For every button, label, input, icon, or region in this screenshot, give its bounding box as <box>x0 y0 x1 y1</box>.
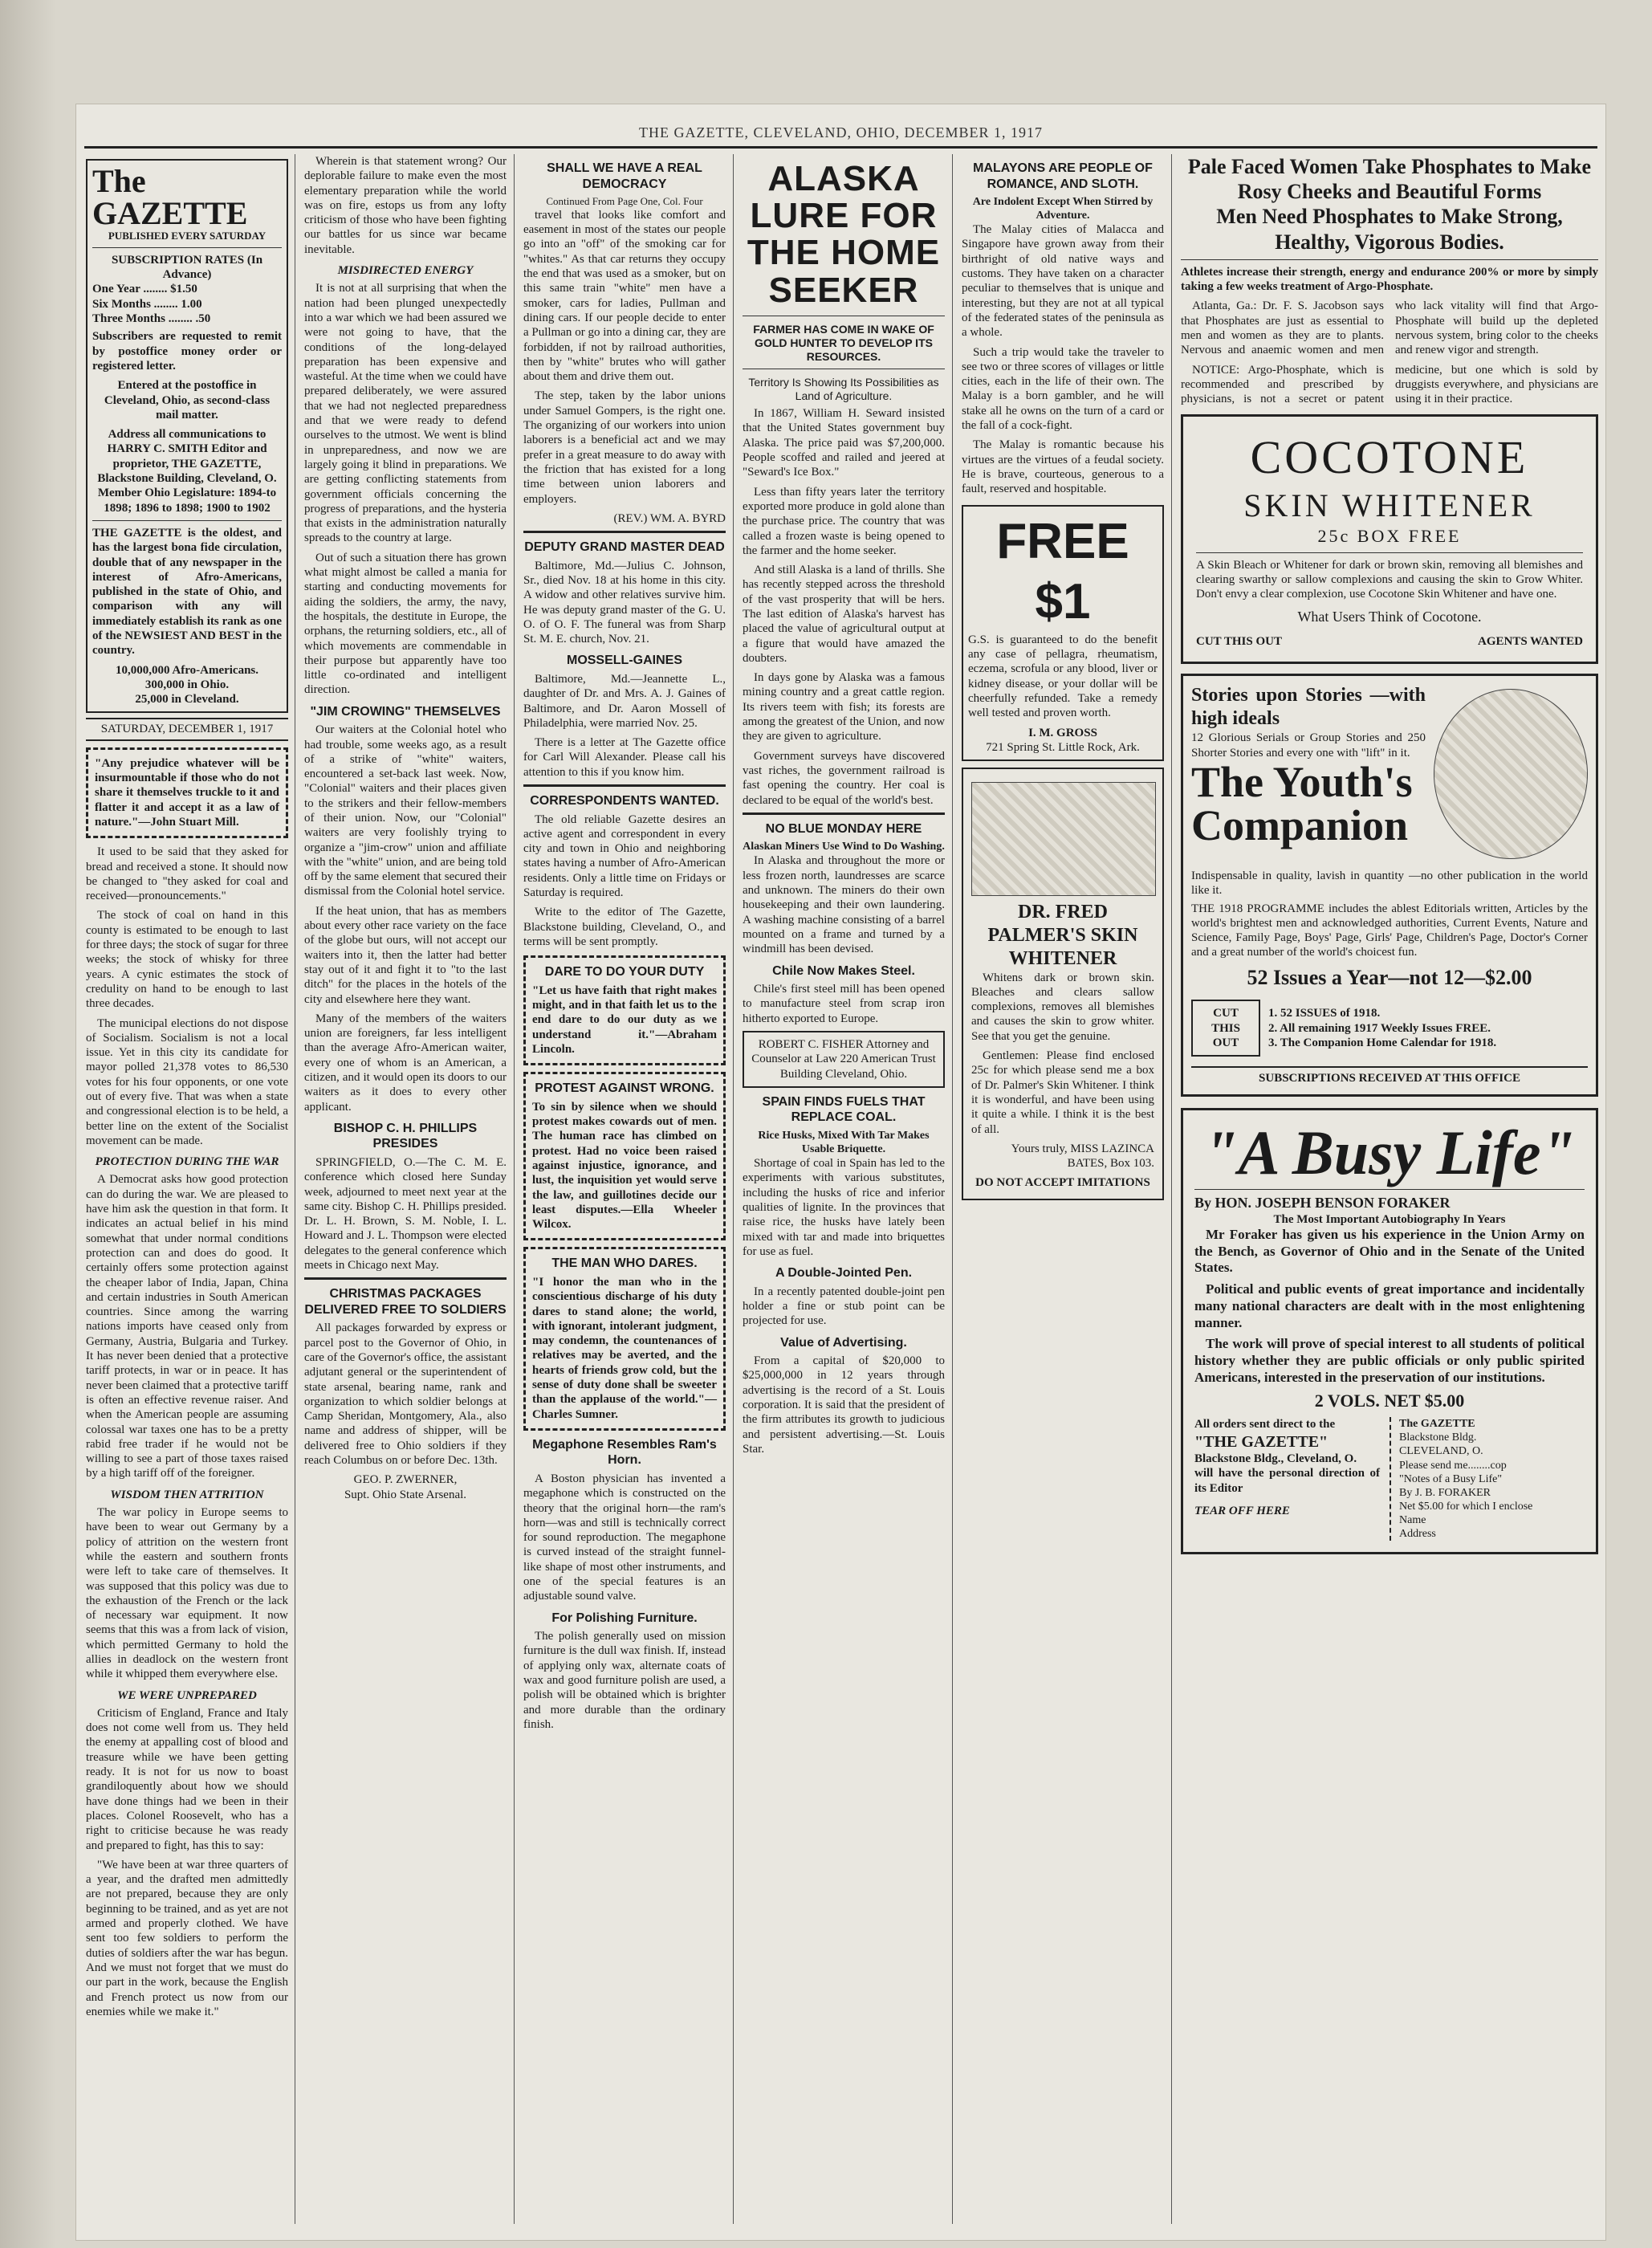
youth-programme: THE 1918 PROGRAMME includes the ablest Editorials written, Articles by the world's brightest men and acknowledged authorities, Current Events, Nature and Science, Family Page, Boys' Page, Girls' Page, Children's Page, Doctor's Corner and a great number of the world's choicest fun. <box>1191 902 1588 959</box>
youth-offer: 3. The Companion Home Calendar for 1918. <box>1268 1036 1497 1050</box>
phosphate-headline-2: Men Need Phosphates to Make Strong, Healthy, Vigorous Bodies. <box>1216 205 1563 254</box>
imitation-notice: DO NOT ACCEPT IMITATIONS <box>975 1176 1150 1190</box>
cocotone-text: A Skin Bleach or Whitener for dark or brown skin, removing all blemishes and clearing swarthy or sallow complexions and causing the skin to Grow Whiter. Don't envy a clear complexion, use Cocotone Skin Whitener and have one. <box>1196 558 1583 601</box>
headline-unprepared: WE WERE UNPREPARED <box>117 1688 257 1702</box>
headline-christmas: CHRISTMAS PACKAGES DELIVERED FREE TO SOLDIERS <box>304 1287 507 1317</box>
headline-protection: PROTECTION DURING THE WAR <box>95 1155 279 1169</box>
article-paragraph: Government surveys have discovered vast riches, the government railroad is fast opening the country. Her coal is declared to be equal of the world's best. <box>743 749 945 807</box>
cocotone-sub: SKIN WHITENER <box>1243 487 1536 524</box>
article-paragraph: In Alaska and throughout the more or less frozen north, laundresses are scarce and unknown. The miners do their own housekeeping and their own laundering. A washing machine consisting of a barrel mounted on a frame and turned by a windmill has been devised. <box>743 854 945 956</box>
ad-paragraph: Whitens dark or brown skin. Bleaches and clears sallow complexions, removes all blemishes and causes the skin to grow whiter. See that you get the genuine. <box>971 971 1154 1043</box>
headline-bishop: BISHOP C. H. PHILLIPS PRESIDES <box>333 1121 478 1151</box>
headline-attrition: WISDOM THEN ATTRITION <box>110 1488 264 1501</box>
article-paragraph: The polish generally used on mission furniture is the dull wax finish. If, instead of applying only wax, alternate coats of wax and good furniture polish are used, a polish will be obtained which is brighter and more durable than the ordinary finish. <box>523 1630 726 1731</box>
article-paragraph: The stock of coal on hand in this county is estimated to be enough to last for three days; the stock of sugar for three weeks; the stock of whisky for three years. A cynic estimates the stock of credulity on hand to be enough to last three decades. <box>86 909 288 1011</box>
coupon-line: Blackstone Bldg. <box>1399 1431 1477 1444</box>
dare-quote: "Let us have faith that right makes might, and in that faith let us to the end dare to do our duty as we understand it."—Abraham Lincoln. <box>532 984 717 1056</box>
column-3 <box>523 154 726 2226</box>
busy-life-ad <box>1181 1108 1598 1554</box>
column-rule <box>733 154 734 2224</box>
youth-sub: 12 Glorious Serials or Group Stories and 250 Shorter Stories and every one with "lift" in it. <box>1191 731 1426 760</box>
column-1 <box>86 154 288 2226</box>
lawyer-card: ROBERT C. FISHER Attorney and Counselor at Law 220 American Trust Building Cleveland, Ohio. <box>743 1031 945 1088</box>
column-2 <box>304 154 507 2226</box>
article-paragraph: SPRINGFIELD, O.—The C. M. E. conference which closed here Sunday week, adjourned to meet next year at the same city. Bishop C. H. Phillips presided. Dr. L. H. Brown, S. M. Noble, I. L. Howard and J. L. Thompson were elected delegates to the general conference which meets in Chicago next May. <box>304 1155 507 1273</box>
gazette-title: The GAZETTE <box>92 163 248 231</box>
article-paragraph: In 1867, William H. Seward insisted that the United States government buy Alaska. The price paid was $7,200,000. People scoffed and railed and jeered at "Seward's Ice Box." <box>743 407 945 479</box>
continued-line: Continued From Page One, Col. Four <box>546 195 703 208</box>
headline-blue-monday: NO BLUE MONDAY HERE <box>765 821 922 836</box>
headline-malay: MALAYONS ARE PEOPLE OF ROMANCE, AND SLOTH. <box>973 161 1153 191</box>
busy-personal: will have the personal direction of its Editor <box>1194 1467 1380 1495</box>
article-paragraph: It is not at all surprising that when the nation had been plunged unexpectedly into a war which we had been assured we were not going to have, that the conditions of the long-delayed preparation has been expensive and wasteful. At the time when we could have prepared deliberately, we were assured that we had not neglected preparedness and that we were ready to defend ourselves to the utmost. We went is blind in unpreparedness, and now we are largely going it blind in preparations. We are getting conflicting statements from government officials concerning the progress of preparations, and the hysteria that exists in the administration naturally spreads to the country at large. <box>304 282 507 545</box>
column-rule <box>514 154 515 2224</box>
free-dollar-ad <box>962 505 1164 762</box>
spain-sub: Rice Husks, Mixed With Tar Makes Usable Briquette. <box>758 1129 930 1155</box>
article-paragraph: And still Alaska is a land of thrills. She has recently stepped across the threshold of the vast prosperity that will be hers. The last edition of Alaska's harvest has placed the value of agricultural output at a figure that would have amazed the doubters. <box>743 564 945 665</box>
dares-box <box>523 1247 726 1430</box>
population-line: 10,000,000 Afro-Americans. <box>115 663 259 677</box>
phosphate-paragraph: NOTICE: Argo-Phosphate, which is recommended and prescribed by physicians, is not a secret or patent medicine, but one which is sold by druggists everywhere, and physicians are using it in their practice. <box>1181 363 1598 406</box>
headline-chile: Chile Now Makes Steel. <box>772 963 915 978</box>
article-paragraph: The Malay cities of Malacca and Singapore have grown away from their birthright of old native ways and customs. They have taken on a character peculiar to themselves that is unique and interesting, but they are not at all typical of the federated states of the peninsula as a whole. <box>962 223 1164 340</box>
address-block: Address all communications to HARRY C. SMITH Editor and proprietor, THE GAZETTE, Blackstone Building, Cleveland, O. Member Ohio Legislature: 1894-to 1898; 1896 to 1898; 1900 to 1902 <box>97 428 277 515</box>
youth-title-2: Companion <box>1191 801 1409 850</box>
busy-orders: All orders sent direct to the <box>1194 1418 1336 1431</box>
cocotone-ad <box>1181 414 1598 664</box>
article-paragraph: Criticism of England, France and Italy does not come well from us. They held the enemy at appalling cost of blood and treasure while we have been getting ready. It is not for us now to boast grandiloquently about how we should have done things had we been in their places. Colonel Roosevelt, who has a right to criticise because he was ready and prepared to fight, has this to say: <box>86 1706 288 1852</box>
masthead-rule <box>84 146 1597 149</box>
blue-monday-sub: Alaskan Miners Use Wind to Do Washing. <box>743 841 945 853</box>
article-paragraph: Many of the members of the waiters union are foreigners, far less intelligent than the average Afro-American waiter, every one of whom is an American, a citizen, and it would open its doors to our waiters as it does to every other applicant. <box>304 1012 507 1114</box>
headline-mossell: MOSSELL-GAINES <box>566 654 682 668</box>
youth-text: Indispensable in quality, lavish in quantity —no other publication in the world like it. <box>1191 869 1588 898</box>
headline-alaska: ALASKA LURE FOR THE HOME SEEKER <box>747 159 941 310</box>
rate-line: Three Months ........ .50 <box>92 312 211 326</box>
article-paragraph: All packages forwarded by express or parcel post to the Governor of Ohio, in care of the Governor's office, the assistant adjutant general or the superintendent of state arsenal, bearing name, rank and organization to which soldier belongs at Camp Sheridan, Montgomery, Ala., also name and address of shipper, will be delivered free to Ohio soldiers if they reach Columbus on or before Dec. 13th. <box>304 1322 507 1468</box>
article-paragraph: The old reliable Gazette desires an active agent and correspondent in every city and town in Ohio and neighboring states having a number of Afro-American residents. Only a little time on Fridays or Saturday is required. <box>523 812 726 900</box>
order-coupon[interactable] <box>1390 1417 1585 1541</box>
headline-megaphone: Megaphone Resembles Ram's Horn. <box>532 1437 717 1468</box>
coupon-line: By J. B. FORAKER <box>1399 1486 1491 1499</box>
signature-byrd: (REV.) WM. A. BYRD <box>613 511 726 525</box>
article-paragraph: Our waiters at the Colonial hotel who had trouble, some weeks ago, as a result of a strike of "white" waiters, encountered a set-back last week. Now, "Colonial" waiters and their places given to the strikers and their fellow-members of their union. Now, our "Colonial" waiters are very foolishly trying to organize a "jim-crow" union and affiliate with the "white" union, and are being told off by the same element that secured their dismissal from the Colonial hotel service. <box>304 723 507 898</box>
rate-line: Six Months ........ 1.00 <box>92 297 202 311</box>
article-paragraph: A Democrat asks how good protection can do during the war. We are pleased to have him ask the question in that form. It indicates an actual belief in his mind somewhat that under normal conditions protection can and does do good. It certainly offers some protection against the cheaper labor of India, Japan, China and certain industries in South American countries. Since among the warring nations imports have ceased only from Germany, Austria, Bulgaria and Turkey. It has never been denied that a protective tariff protects, in war or in peace. It has never been claimed that a protective tariff is often an effective revenue raiser. And when the American people are assuming colossal war taxes one has to be a pretty rabid free trader if he would not be willing to see a part of those taxes raised by a high tariff off of the foreigner. <box>86 1173 288 1480</box>
article-paragraph: In a recently patented double-joint pen holder a fine or stub point can be projected for use. <box>743 1285 945 1328</box>
column-4 <box>743 154 945 2226</box>
youths-companion-ad <box>1181 674 1598 1097</box>
busy-title: "A Busy Life" <box>1203 1117 1576 1187</box>
coupon-line: Please send me........cop <box>1399 1459 1507 1472</box>
article-paragraph: "We have been at war three quarters of a year, and the drafted men admittedly are not prepared, because they are only beginning to be trained, and as yet are not armed and properly clothed. We have sent too few soldiers to perform the duties of soldiers after the war has begun. And we must not forget that we must do our part in the work, because the English and French protect us now from our enemies while we make it." <box>86 1858 288 2018</box>
cocotone-users-head: What Users Think of Cocotone. <box>1297 608 1482 625</box>
headline-man-who-dares: THE MAN WHO DARES. <box>551 1256 698 1271</box>
population-line: 300,000 in Ohio. <box>144 678 230 691</box>
protest-box <box>523 1072 726 1240</box>
rate-line: One Year ........ $1.50 <box>92 283 197 296</box>
cocotone-price: 25c BOX FREE <box>1317 525 1462 546</box>
headline-jim-crowing: "JIM CROWING" THEMSELVES <box>310 704 501 719</box>
busy-paragraph: Political and public events of great importance and incidentally many national characters are dealt with in the most enlightening manner. <box>1194 1281 1585 1330</box>
phosphate-paragraph: Atlanta, Ga.: Dr. F. S. Jacobson says that Phosphates are just as essential to men and women as they are to plants. Nervous and anaemic women and men who lack vitality will find that Argo-Phosphate will build up the depleted nervous system, bring color to the cheeks and renew vigor and strength. <box>1181 299 1598 357</box>
cocotone-agents: AGENTS WANTED <box>1477 634 1583 648</box>
newspaper-page <box>76 104 1605 2240</box>
column-rule <box>1171 154 1172 2224</box>
headline-correspondents: CORRESPONDENTS WANTED. <box>530 794 719 808</box>
youth-offer: 2. All remaining 1917 Weekly Issues FREE. <box>1268 1021 1491 1035</box>
youth-offer: 1. 52 ISSUES of 1918. <box>1268 1007 1381 1020</box>
youth-cut: CUT THIS OUT <box>1191 1000 1260 1057</box>
article-paragraph: The Malay is romantic because his virtues are the virtues of a feudal society. He is brave, courteous, generous to a fault, reserved and hospitable. <box>962 438 1164 496</box>
signer-title: Supt. Ohio State Arsenal. <box>344 1488 467 1501</box>
headline-protest: PROTEST AGAINST WRONG. <box>535 1081 714 1096</box>
article-paragraph: In days gone by Alaska was a famous mining country and a great cattle region. Its rivers teem with fish; its forests are among the greatest of the Union, and now they are given to agriculture. <box>743 671 945 743</box>
article-paragraph: The step, taken by the labor unions under Samuel Gompers, is the right one. The organizing of our workers into union laborers is a beneficial act and we may prefer in a great measure to do away with the friction that has existed for a long time between union laborers and employers. <box>523 389 726 506</box>
oldest-notice: THE GAZETTE is the oldest, and has the largest bona fide circulation, double that of any newspaper in the interest of Afro-Americans, published in the state of Ohio, and comparison with any will immediately establish its rank as one of the NEWSIEST AND BEST in the country. <box>92 526 282 658</box>
subscription-head: SUBSCRIPTION RATES (In Advance) <box>111 253 263 282</box>
article-paragraph: There is a letter at The Gazette office for Carl Will Alexander. Please call his attention to this if you know him. <box>523 736 726 779</box>
busy-gazette: "THE GAZETTE" <box>1194 1432 1329 1451</box>
headline-value-advertising: Value of Advertising. <box>780 1335 907 1350</box>
article-paragraph: Shortage of coal in Spain has led to the experiments with various substitutes, including the husks of rice and inferior qualities of lignite. In the provinces that raise rice, the husks have lately been mixed with tar and made into briquettes for use as fuel. <box>743 1157 945 1258</box>
column-6 <box>1181 154 1598 2226</box>
coupon-line: "Notes of a Busy Life" <box>1399 1472 1503 1485</box>
whitener-title: DR. FRED PALMER'S SKIN WHITENER <box>987 902 1138 969</box>
free-signer: I. M. GROSS <box>1028 726 1097 739</box>
issue-date: SATURDAY, DECEMBER 1, 1917 <box>86 718 288 740</box>
article-paragraph: A Boston physician has invented a megaphone which is constructed on the theory that the original horn—the ram's horn—was and still is technically correct for sound reproduction. The megaphone is curved instead of the straight funnel-like shape of most other instruments, and one of the special features is an adjustable sound valve. <box>523 1472 726 1603</box>
gazette-nameplate-box <box>86 159 288 713</box>
youth-issues: 52 Issues a Year—not 12—$2.00 <box>1247 965 1532 989</box>
letter-signature: Yours truly, MISS LAZINCA BATES, Box 103. <box>1011 1142 1154 1171</box>
article-paragraph: travel that looks like comfort and easement in most of the states our people go into an "off" of the smoking car for "whites." As that car returns they occupy the end that was used as a smoker, but on this same train "white" men have a smoker, cars for ladies, Pullman and dining cars. If our people decide to enter a Pullman or go into a dining car, they are forbidden, if not by railroad authorities, then by "white" brutes who will gather about them and drive them out. <box>523 208 726 384</box>
palmer-whitener-ad <box>962 768 1164 1200</box>
coupon-line: CLEVELAND, O. <box>1399 1445 1483 1458</box>
dares-quote: "I honor the man who in the conscientious discharge of his duty dares to stand alone; the world, with ignorant, intolerant judgment, may condemn, the countenances of relatives may be averted, and the hearts of friends grow cold, but the sense of duty done shall be sweeter than the applause of the world."—Charles Sumner. <box>532 1275 717 1421</box>
youth-received: SUBSCRIPTIONS RECEIVED AT THIS OFFICE <box>1191 1066 1588 1085</box>
entered-notice: Entered at the postoffice in Cleveland, Ohio, as second-class mail matter. <box>104 379 271 422</box>
phosphate-headline-1: Pale Faced Women Take Phosphates to Make Rosy Cheeks and Beautiful Forms <box>1187 155 1592 204</box>
headline-spain: SPAIN FINDS FUELS THAT REPLACE COAL. <box>762 1094 926 1125</box>
scan-margin <box>0 0 56 2248</box>
article-paragraph: Wherein is that statement wrong? Our deplorable failure to make even the most elementary preparation while the world was on fire, estops us from any lofty criticism of those who have been fighting our battles for us since war became inevitable. <box>304 155 507 256</box>
prejudice-quote: "Any prejudice whatever will be insurmountable if those who do not share it themselves truckle to it and flatter it and accept it as a law of nature."—John Stuart Mill. <box>86 747 288 838</box>
busy-paragraph: The work will prove of special interest to all students of political history whether they are public officials or only public spirited Americans, interested in the preservation of our institutions. <box>1194 1336 1585 1385</box>
headline-dare: DARE TO DO YOUR DUTY <box>544 965 705 979</box>
article-paragraph: If the heat union, that has as members about every other race variety on the face of the globe but ours, will not accept our waiters into it, then the latter had better stay out of it and fight it to "to the last ditch" for the places in the hotels of the city and elsewhere here they want. <box>304 904 507 1006</box>
article-paragraph: It used to be said that they asked for bread and received a stone. It should now be changed to "they asked for coal and received—pronouncements." <box>86 845 288 903</box>
cocotone-title: COCOTONE <box>1250 431 1529 484</box>
headline-pen: A Double-Jointed Pen. <box>775 1266 913 1281</box>
free-text: G.S. is guaranteed to do the benefit any case of pellagra, rheumatism, eczema, scrofula or any blood, liver or kidney disease, or your dollar will be cheerfully refunded. Take a remedy well tested and proven worth. <box>968 633 1158 720</box>
article-paragraph: Chile's first steel mill has been opened to manufacture steel from scrap iron hitherto exported to Europe. <box>743 983 945 1025</box>
alaska-subhead: FARMER HAS COME IN WAKE OF GOLD HUNTER TO DEVELOP ITS RESOURCES. <box>753 322 934 363</box>
busy-price: 2 VOLS. NET $5.00 <box>1314 1391 1465 1411</box>
malay-sub: Are Indolent Except When Stirred by Adventure. <box>972 196 1154 222</box>
free-title: FREE $1 <box>996 513 1129 630</box>
article-paragraph: Out of such a situation there has grown what might almost be called a mania for starting and conducting movements for aiding the soldiers, the army, the navy, the hospitals, the destitute in Europe, the orphans, the returning soldiers, etc., all of which movements are commendable in their purpose but apparently have too little co-ordinated and intelligent direction. <box>304 551 507 697</box>
product-box-illustration <box>971 782 1156 896</box>
article-paragraph: The war policy in Europe seems to have been to wear out Germany by a policy of attrition on the western front while the eastern and southern fronts were left to take care of themselves. It was supposed that this policy was due to the exhaustion of the French or the lack of necessary war equipment. It now seems that this was a from lack of vision, which permitted Germany to hold the allies in deadlock on the western front while it whipped them everywhere else. <box>86 1506 288 1681</box>
busy-paragraph: Mr Foraker has given us his experience in the Union Army on the Bench, as Governor of Ohio and in the Senate of the United States. <box>1194 1226 1585 1276</box>
published-line: PUBLISHED EVERY SATURDAY <box>108 230 267 242</box>
phosphate-lead: Athletes increase their strength, energy and endurance 200% or more by simply taking a few weeks treatment of Argo-Phosphate. <box>1181 265 1598 294</box>
dare-box <box>523 955 726 1065</box>
running-head: THE GAZETTE, CLEVELAND, OHIO, DECEMBER 1, 1917 <box>639 124 1043 140</box>
population-line: 25,000 in Cleveland. <box>135 693 239 707</box>
headline-energy: MISDIRECTED ENERGY <box>337 264 474 278</box>
article-paragraph: Baltimore, Md.—Jeannette L., daughter of Dr. and Mrs. A. J. Gaines of Baltimore, and Dr. Aaron Mossell of Philadelphia, were married Nov. 25. <box>523 672 726 730</box>
busy-author: By HON. JOSEPH BENSON FORAKER <box>1194 1194 1451 1211</box>
signer-name: GEO. P. ZWERNER, <box>353 1473 458 1487</box>
youth-title-1: The Youth's <box>1191 758 1413 807</box>
coupon-line: The GAZETTE <box>1399 1418 1475 1431</box>
ad-letter: Gentlemen: Please find enclosed 25c for which please send me a box of Dr. Palmer's Skin Whitener. I think it is wonderful, and have been using it quite a while. I think it is the best of all. <box>971 1049 1154 1136</box>
youth-stories: Stories upon Stories —with high ideals <box>1191 684 1426 730</box>
free-address: 721 Spring St. Little Rock, Ark. <box>986 740 1140 754</box>
article-paragraph: Such a trip would take the traveler to see two or three scores of villages or little cities, each in the life of their own. The Malay is a born gambler, and he will stake all he owns on the turn of a card or the fall of a cock-fight. <box>962 345 1164 433</box>
busy-address: Blackstone Bldg., Cleveland, O. <box>1194 1452 1357 1465</box>
cocotone-cut: CUT THIS OUT <box>1196 634 1282 648</box>
coupon-line: Net $5.00 for which I enclose <box>1399 1500 1533 1513</box>
column-rule <box>952 154 953 2224</box>
children-reading-illustration <box>1434 689 1588 859</box>
article-paragraph: The municipal elections do not dispose of Socialism. Socialism is not a local issue. Yet in this city its candidate for mayor polled 21,378 votes to 86,530 votes for his four opponents, or one vote out of every five. That was when a state and congressional election is to be held, a better line on the extent of the Socialist movement can be made. <box>86 1016 288 1147</box>
coupon-line: Address <box>1399 1527 1436 1540</box>
article-paragraph: Less than fifty years later the territory exported more produce in gold alone than the purchase price. The country that was called a frozen waste is being opened to the farmer and the home seeker. <box>743 485 945 557</box>
alaska-subhead-2: Territory Is Showing Its Possibilities as Land of Agriculture. <box>748 375 939 403</box>
headline-polish: For Polishing Furniture. <box>551 1611 698 1625</box>
article-paragraph: Baltimore, Md.—Julius C. Johnson, Sr., died Nov. 18 at his home in this city. A widow and other relatives survive him. He was deputy grand master of the G. U. O. of O. F. The funeral was from Sharp St. M. E. church, Nov. 21. <box>523 559 726 646</box>
column-5 <box>962 154 1164 2226</box>
headline-deputy: DEPUTY GRAND MASTER DEAD <box>524 540 725 555</box>
headline-democracy: SHALL WE HAVE A REAL DEMOCRACY <box>547 161 702 191</box>
coupon-line: Name <box>1399 1513 1426 1526</box>
article-paragraph: From a capital of $20,000 to $25,000,000 in 12 years through advertising is the record of a St. Louis corporation. It is said that the president of the firm attributes its growth to judicious and persistent advertising.—St. Louis Star. <box>743 1354 945 1456</box>
article-paragraph: Write to the editor of The Gazette, Blackstone building, Cleveland, O., and terms will be sent promptly. <box>523 906 726 948</box>
remit-notice: Subscribers are requested to remit by postoffice money order or registered letter. <box>92 330 282 373</box>
tear-off-label: TEAR OFF HERE <box>1194 1504 1290 1517</box>
protest-quote: To sin by silence when we should protest makes cowards out of men. The human race has climbed on protest. Had no voice been raised against injustice, ignorance, and lust, the inquisition yet would serve the law, and guillotines decide our least disputes.—Ella Wheeler Wilcox. <box>532 1100 717 1232</box>
busy-sub: The Most Important Autobiography In Years <box>1273 1212 1506 1226</box>
